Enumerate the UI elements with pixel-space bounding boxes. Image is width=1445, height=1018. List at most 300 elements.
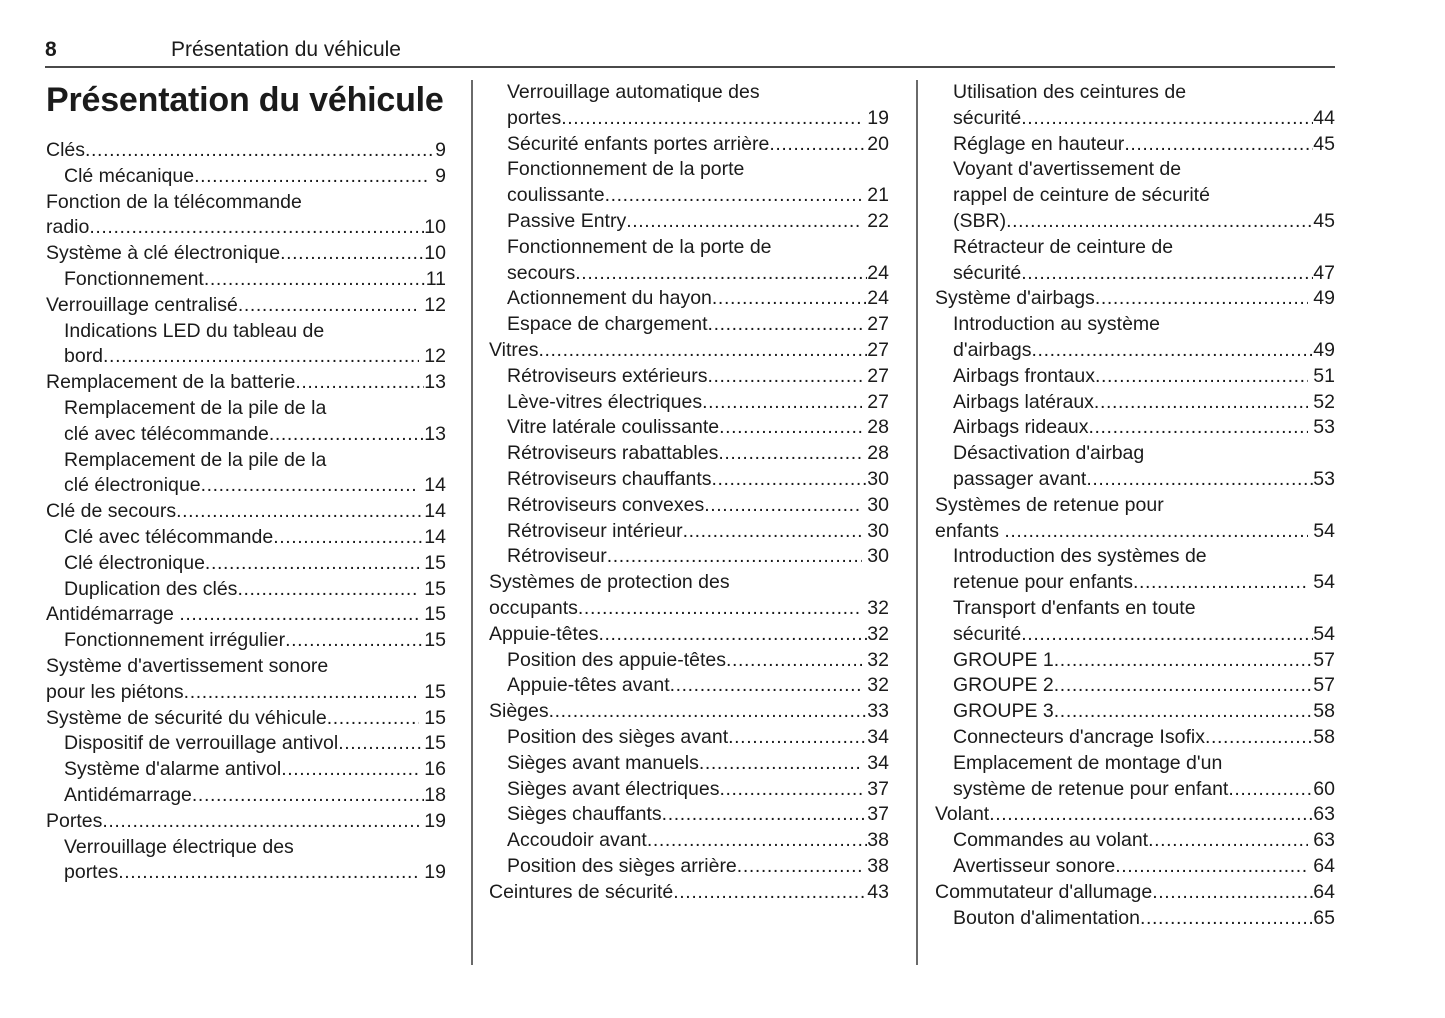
toc-entry-text-line: Systèmes de protection des bbox=[489, 571, 730, 594]
toc-page-number: 49 bbox=[1313, 338, 1335, 361]
toc-page-number: 12 bbox=[418, 345, 446, 368]
toc-entry[interactable] bbox=[935, 493, 1335, 545]
toc-entry-row bbox=[507, 106, 889, 132]
toc-page-number: 27 bbox=[861, 364, 889, 387]
toc-entry-row bbox=[953, 854, 1335, 880]
toc-entry-row bbox=[507, 209, 889, 235]
toc-entry-title: Clé de secours bbox=[46, 500, 177, 523]
toc-entry-title: portes bbox=[64, 861, 119, 884]
toc-leader-dots bbox=[1054, 673, 1314, 699]
toc-entry-row bbox=[507, 183, 889, 209]
toc-entry-row bbox=[507, 777, 889, 803]
toc-entry[interactable] bbox=[935, 854, 1335, 880]
toc-entry-title: Bouton d'alimentation bbox=[953, 906, 1140, 929]
toc-page-number: 30 bbox=[867, 467, 889, 490]
toc-entry-row bbox=[507, 261, 889, 287]
toc-leader-dots bbox=[662, 802, 868, 828]
toc-leader-dots bbox=[712, 286, 867, 312]
toc-column-3 bbox=[935, 80, 1335, 931]
toc-leader-dots bbox=[85, 138, 435, 164]
toc-entry[interactable] bbox=[935, 648, 1335, 674]
toc-entry[interactable] bbox=[935, 157, 1335, 234]
toc-entry[interactable] bbox=[46, 267, 446, 293]
toc-page-number: 9 bbox=[429, 164, 446, 187]
toc-leader-dots bbox=[295, 370, 424, 396]
toc-entry-row bbox=[507, 493, 889, 519]
toc-page-number: 13 bbox=[424, 422, 446, 445]
toc-page-number: 30 bbox=[861, 545, 889, 568]
toc-leader-dots bbox=[285, 628, 424, 654]
toc-entry-row bbox=[64, 525, 446, 551]
toc-entry-row bbox=[46, 138, 446, 164]
toc-entry-row bbox=[64, 577, 446, 603]
toc-entry-row bbox=[507, 286, 889, 312]
toc-entry-title: clé avec télécommande bbox=[64, 422, 269, 445]
toc-entry-text-line: Voyant d'avertissement de bbox=[953, 158, 1182, 181]
toc-leader-dots bbox=[192, 783, 424, 809]
toc-entry-title: Remplacement de la batterie bbox=[46, 371, 296, 394]
toc-entry-title: Système de sécurité du véhicule bbox=[46, 706, 327, 729]
toc-page-number: 38 bbox=[861, 854, 889, 877]
toc-entry-title: Espace de chargement bbox=[507, 313, 708, 336]
toc-leader-dots bbox=[670, 673, 862, 699]
toc-entry-row bbox=[64, 422, 446, 448]
toc-page-number: 32 bbox=[861, 648, 889, 671]
toc-entry[interactable] bbox=[935, 828, 1335, 854]
toc-entry[interactable] bbox=[489, 519, 889, 545]
toc-page-number: 15 bbox=[418, 577, 446, 600]
toc-entry-title: GROUPE 2 bbox=[953, 674, 1054, 697]
toc-entry-row bbox=[953, 648, 1335, 674]
toc-entry[interactable] bbox=[489, 673, 889, 699]
toc-entry[interactable] bbox=[935, 132, 1335, 158]
toc-entry[interactable] bbox=[46, 448, 446, 500]
toc-entry-row bbox=[507, 519, 889, 545]
toc-entry-text-line: Système d'avertissement sonore bbox=[46, 654, 329, 677]
toc-entry-row bbox=[507, 415, 889, 441]
toc-page-number: 34 bbox=[861, 751, 889, 774]
toc-entry-title: Sièges avant électriques bbox=[507, 777, 720, 800]
toc-entry[interactable] bbox=[46, 164, 446, 190]
toc-leader-dots bbox=[194, 164, 430, 190]
toc-page-number: 32 bbox=[861, 596, 889, 619]
toc-leader-dots bbox=[89, 215, 424, 241]
toc-entry[interactable] bbox=[489, 390, 889, 416]
toc-entry[interactable] bbox=[489, 364, 889, 390]
toc-entry[interactable] bbox=[935, 596, 1335, 648]
toc-entry[interactable] bbox=[489, 80, 889, 132]
toc-page-number: 15 bbox=[424, 629, 446, 652]
toc-entry-row bbox=[953, 699, 1335, 725]
toc-entry[interactable] bbox=[46, 370, 446, 396]
toc-entry-text-line: Rétracteur de ceinture de bbox=[953, 235, 1174, 258]
toc-leader-dots bbox=[327, 706, 419, 732]
toc-leader-dots bbox=[1124, 132, 1313, 158]
toc-entry-text-line: Fonctionnement de la porte de bbox=[507, 235, 772, 258]
toc-entry-row bbox=[64, 164, 446, 190]
toc-leader-dots bbox=[626, 209, 862, 235]
toc-entry-title: occupants bbox=[489, 596, 578, 619]
toc-leader-dots bbox=[103, 344, 419, 370]
toc-page-number: 45 bbox=[1313, 209, 1335, 232]
toc-page-number: 15 bbox=[418, 680, 446, 703]
toc-entry[interactable] bbox=[489, 467, 889, 493]
toc-leader-dots bbox=[1115, 854, 1308, 880]
toc-entry-row bbox=[507, 312, 889, 338]
toc-entry-row bbox=[489, 596, 889, 622]
toc-entry-row bbox=[46, 602, 446, 628]
toc-entry[interactable] bbox=[489, 854, 889, 880]
toc-entry[interactable] bbox=[46, 809, 446, 835]
toc-entry[interactable] bbox=[489, 777, 889, 803]
toc-entry[interactable] bbox=[489, 699, 889, 725]
toc-entry[interactable] bbox=[935, 390, 1335, 416]
toc-entry-row bbox=[953, 622, 1335, 648]
toc-entry[interactable] bbox=[489, 880, 889, 906]
toc-leader-dots bbox=[1094, 390, 1308, 416]
toc-page-number: 13 bbox=[424, 371, 446, 394]
toc-entry[interactable] bbox=[46, 319, 446, 371]
toc-entry-title: Commandes au volant bbox=[953, 829, 1149, 852]
toc-entry-title: (SBR) bbox=[953, 209, 1007, 232]
toc-entry-title: Système d'alarme antivol bbox=[64, 758, 282, 781]
toc-entry[interactable] bbox=[46, 190, 446, 242]
toc-entry[interactable] bbox=[935, 80, 1335, 132]
toc-entry-row bbox=[507, 648, 889, 674]
toc-entry-title: Antidémarrage bbox=[46, 603, 180, 626]
toc-entry[interactable] bbox=[489, 570, 889, 622]
toc-column-2 bbox=[489, 80, 889, 906]
toc-entry-row bbox=[507, 364, 889, 390]
toc-page-number: 65 bbox=[1313, 906, 1335, 929]
toc-entry[interactable] bbox=[935, 725, 1335, 751]
toc-leader-dots bbox=[1086, 467, 1313, 493]
toc-leader-dots bbox=[1054, 699, 1314, 725]
toc-page-number: 53 bbox=[1313, 467, 1335, 490]
toc-entry-title: Actionnement du hayon bbox=[507, 287, 712, 310]
toc-entry-title: Rétroviseurs rabattables bbox=[507, 442, 719, 465]
toc-entry-title: Airbags rideaux bbox=[953, 416, 1089, 439]
toc-entry-row bbox=[953, 261, 1335, 287]
toc-list-1 bbox=[46, 138, 446, 886]
toc-page-number: 51 bbox=[1307, 364, 1335, 387]
toc-entry[interactable] bbox=[489, 338, 889, 364]
toc-entry-title: clé électronique bbox=[64, 474, 201, 497]
page-number: 8 bbox=[45, 38, 57, 61]
toc-entry[interactable] bbox=[935, 699, 1335, 725]
toc-leader-dots bbox=[578, 596, 862, 622]
toc-leader-dots bbox=[737, 854, 862, 880]
toc-page-number: 54 bbox=[1307, 519, 1335, 542]
toc-leader-dots bbox=[673, 880, 867, 906]
toc-entry-title: Réglage en hauteur bbox=[953, 132, 1125, 155]
toc-entry[interactable] bbox=[46, 396, 446, 448]
toc-entry[interactable] bbox=[46, 551, 446, 577]
toc-entry-title: GROUPE 3 bbox=[953, 700, 1054, 723]
toc-entry-text-line: Remplacement de la pile de la bbox=[64, 448, 327, 471]
toc-page-number: 37 bbox=[861, 777, 889, 800]
toc-entry[interactable] bbox=[46, 628, 446, 654]
toc-page-number: 52 bbox=[1307, 390, 1335, 413]
toc-page-number: 28 bbox=[861, 442, 889, 465]
toc-entry[interactable] bbox=[46, 654, 446, 706]
toc-entry[interactable] bbox=[46, 525, 446, 551]
toc-entry[interactable] bbox=[46, 706, 446, 732]
toc-entry[interactable] bbox=[935, 802, 1335, 828]
toc-entry-title: Appuie-têtes bbox=[489, 622, 599, 645]
toc-entry[interactable] bbox=[489, 493, 889, 519]
toc-leader-dots bbox=[708, 312, 862, 338]
toc-page-number: 33 bbox=[867, 700, 889, 723]
toc-entry-row bbox=[64, 551, 446, 577]
toc-page-number: 34 bbox=[867, 725, 889, 748]
toc-entry[interactable] bbox=[489, 622, 889, 648]
toc-page-number: 57 bbox=[1313, 674, 1335, 697]
toc-entry-title: Lève-vitres électriques bbox=[507, 390, 703, 413]
toc-entry[interactable] bbox=[489, 132, 889, 158]
toc-page-number: 14 bbox=[418, 474, 446, 497]
toc-leader-dots bbox=[102, 809, 419, 835]
toc-leader-dots bbox=[201, 473, 419, 499]
toc-entry-title: Airbags latéraux bbox=[953, 390, 1094, 413]
toc-page-number: 15 bbox=[418, 551, 446, 574]
toc-leader-dots bbox=[561, 106, 862, 132]
toc-leader-dots bbox=[118, 860, 419, 886]
toc-entry[interactable] bbox=[489, 544, 889, 570]
toc-leader-dots bbox=[204, 267, 426, 293]
toc-leader-dots bbox=[176, 499, 424, 525]
toc-entry[interactable] bbox=[489, 648, 889, 674]
toc-entry-title: secours bbox=[507, 261, 576, 284]
toc-leader-dots bbox=[184, 680, 419, 706]
toc-leader-dots bbox=[1021, 622, 1313, 648]
toc-leader-dots bbox=[1148, 828, 1308, 854]
toc-entry[interactable] bbox=[489, 286, 889, 312]
toc-entry-row bbox=[935, 802, 1335, 828]
toc-entry-text-line: rappel de ceinture de sécurité bbox=[953, 184, 1210, 207]
toc-leader-dots bbox=[1133, 570, 1308, 596]
toc-page-number: 24 bbox=[867, 287, 889, 310]
toc-entry[interactable] bbox=[489, 802, 889, 828]
toc-page-number: 14 bbox=[424, 500, 446, 523]
toc-entry-title: Position des sièges arrière bbox=[507, 854, 737, 877]
toc-entry-row bbox=[953, 777, 1335, 803]
toc-entry[interactable] bbox=[489, 725, 889, 751]
toc-entry-title: Sièges avant manuels bbox=[507, 751, 699, 774]
toc-entry[interactable] bbox=[935, 415, 1335, 441]
toc-entry[interactable] bbox=[46, 577, 446, 603]
toc-page-number: 12 bbox=[418, 293, 446, 316]
toc-entry-row bbox=[46, 370, 446, 396]
toc-entry[interactable] bbox=[489, 441, 889, 467]
toc-entry-row bbox=[507, 441, 889, 467]
toc-page-number: 54 bbox=[1313, 622, 1335, 645]
toc-entry[interactable] bbox=[935, 906, 1335, 932]
toc-entry-row bbox=[507, 390, 889, 416]
toc-leader-dots bbox=[1032, 338, 1314, 364]
toc-entry[interactable] bbox=[46, 602, 446, 628]
toc-entry-text-line: Indications LED du tableau de bbox=[64, 319, 325, 342]
toc-entry-row bbox=[507, 725, 889, 751]
toc-entry[interactable] bbox=[46, 757, 446, 783]
toc-entry-row bbox=[935, 286, 1335, 312]
toc-page-number: 37 bbox=[867, 803, 889, 826]
toc-entry-row bbox=[507, 854, 889, 880]
toc-entry-text-line: Désactivation d'airbag bbox=[953, 442, 1145, 465]
toc-entry-row bbox=[64, 628, 446, 654]
toc-leader-dots bbox=[1021, 261, 1313, 287]
toc-entry-row bbox=[64, 473, 446, 499]
toc-entry-row bbox=[46, 706, 446, 732]
toc-entry-title: Position des appuie-têtes bbox=[507, 648, 726, 671]
toc-leader-dots bbox=[205, 551, 419, 577]
toc-leader-dots bbox=[280, 241, 424, 267]
toc-entry-row bbox=[507, 673, 889, 699]
toc-entry-row bbox=[64, 757, 446, 783]
toc-entry-title: Clé avec télécommande bbox=[64, 525, 274, 548]
toc-leader-dots bbox=[1095, 286, 1308, 312]
toc-page-number: 47 bbox=[1313, 261, 1335, 284]
toc-page-number: 30 bbox=[861, 493, 889, 516]
toc-entry[interactable] bbox=[489, 312, 889, 338]
toc-entry-row bbox=[953, 338, 1335, 364]
toc-entry[interactable] bbox=[46, 138, 446, 164]
toc-page-number: 44 bbox=[1313, 106, 1335, 129]
toc-entry-row bbox=[507, 802, 889, 828]
toc-page-number: 64 bbox=[1307, 854, 1335, 877]
toc-entry-text-line: Transport d'enfants en toute bbox=[953, 596, 1196, 619]
toc-entry-text-line: Fonctionnement de la porte bbox=[507, 158, 745, 181]
toc-entry-title: Avertisseur sonore bbox=[953, 854, 1116, 877]
toc-entry[interactable] bbox=[489, 828, 889, 854]
chapter-title: Présentation du véhicule bbox=[46, 81, 444, 119]
toc-entry-title: sécurité bbox=[953, 261, 1022, 284]
toc-entry-title: Système à clé électronique bbox=[46, 242, 281, 265]
toc-entry[interactable] bbox=[489, 157, 889, 209]
toc-page-number: 9 bbox=[435, 139, 446, 161]
toc-page-number: 28 bbox=[861, 416, 889, 439]
toc-page-number: 43 bbox=[867, 880, 889, 903]
toc-entry[interactable] bbox=[46, 293, 446, 319]
toc-page-number: 32 bbox=[861, 674, 889, 697]
toc-leader-dots bbox=[728, 725, 867, 751]
toc-entry-row bbox=[953, 906, 1335, 932]
toc-entry[interactable] bbox=[46, 241, 446, 267]
toc-entry-row bbox=[507, 751, 889, 777]
toc-entry[interactable] bbox=[935, 751, 1335, 803]
toc-entry-title: Fonctionnement irrégulier bbox=[64, 629, 286, 652]
toc-entry[interactable] bbox=[46, 731, 446, 757]
toc-entry-row bbox=[64, 267, 446, 293]
toc-entry-text-line: Systèmes de retenue pour bbox=[935, 493, 1164, 516]
toc-entry[interactable] bbox=[935, 441, 1335, 493]
toc-entry-title: Duplication des clés bbox=[64, 577, 238, 600]
toc-entry-title: Portes bbox=[46, 809, 103, 832]
toc-leader-dots bbox=[702, 390, 862, 416]
toc-page-number: 19 bbox=[861, 106, 889, 129]
toc-entry-title: Fonctionnement bbox=[64, 267, 204, 290]
toc-leader-dots bbox=[1006, 209, 1313, 235]
toc-entry-row bbox=[46, 215, 446, 241]
toc-entry-title: Clé mécanique bbox=[64, 164, 195, 187]
toc-entry[interactable] bbox=[46, 835, 446, 887]
toc-page-number: 27 bbox=[861, 313, 889, 336]
toc-leader-dots bbox=[599, 622, 868, 648]
toc-page-number: 58 bbox=[1313, 725, 1335, 748]
toc-entry[interactable] bbox=[489, 209, 889, 235]
toc-leader-dots bbox=[1021, 106, 1313, 132]
toc-page-number: 16 bbox=[418, 758, 446, 781]
toc-entry-title: coulissante bbox=[507, 184, 605, 207]
toc-entry[interactable] bbox=[935, 673, 1335, 699]
toc-entry[interactable] bbox=[489, 415, 889, 441]
toc-leader-dots bbox=[238, 293, 419, 319]
toc-entry[interactable] bbox=[935, 286, 1335, 312]
toc-entry[interactable] bbox=[489, 235, 889, 287]
toc-leader-dots bbox=[1095, 364, 1308, 390]
toc-entry-title: pour les piétons bbox=[46, 680, 184, 703]
toc-page-number: 20 bbox=[867, 132, 889, 155]
toc-entry[interactable] bbox=[935, 880, 1335, 906]
toc-entry-row bbox=[46, 241, 446, 267]
toc-leader-dots bbox=[647, 828, 867, 854]
toc-page-number: 54 bbox=[1307, 571, 1335, 594]
toc-entry[interactable] bbox=[935, 312, 1335, 364]
toc-page-number: 18 bbox=[424, 783, 446, 806]
toc-page-number: 24 bbox=[867, 261, 889, 284]
toc-leader-dots bbox=[1004, 519, 1308, 545]
toc-page-number: 58 bbox=[1313, 700, 1335, 723]
toc-entry-row bbox=[953, 132, 1335, 158]
toc-leader-dots bbox=[1054, 648, 1314, 674]
toc-page-number: 10 bbox=[424, 242, 446, 265]
toc-entry-row bbox=[489, 699, 889, 725]
toc-leader-dots bbox=[607, 544, 862, 570]
toc-entry-title: Accoudoir avant bbox=[507, 829, 647, 852]
toc-entry-row bbox=[953, 106, 1335, 132]
toc-entry-title: Rétroviseur bbox=[507, 545, 607, 568]
toc-entry-row bbox=[64, 344, 446, 370]
toc-page-number: 11 bbox=[425, 267, 446, 290]
toc-page-number: 19 bbox=[418, 861, 446, 884]
toc-entry-title: Commutateur d'allumage bbox=[935, 880, 1153, 903]
toc-entry[interactable] bbox=[935, 235, 1335, 287]
toc-page-number: 15 bbox=[418, 603, 446, 626]
toc-entry-title: Rétroviseurs extérieurs bbox=[507, 364, 708, 387]
toc-entry-title: Rétroviseurs chauffants bbox=[507, 467, 712, 490]
toc-entry[interactable] bbox=[46, 783, 446, 809]
toc-entry-text-line: Remplacement de la pile de la bbox=[64, 396, 327, 419]
toc-entry[interactable] bbox=[935, 544, 1335, 596]
toc-entry-text-line: Introduction des systèmes de bbox=[953, 545, 1207, 568]
toc-entry-text-line: Utilisation des ceintures de bbox=[953, 81, 1187, 103]
toc-entry[interactable] bbox=[46, 499, 446, 525]
toc-page-number: 32 bbox=[867, 622, 889, 645]
toc-leader-dots bbox=[683, 519, 862, 545]
toc-entry-row bbox=[507, 132, 889, 158]
toc-entry-row bbox=[953, 209, 1335, 235]
toc-entry[interactable] bbox=[935, 364, 1335, 390]
toc-leader-dots bbox=[769, 132, 867, 158]
toc-entry-title: Rétroviseur intérieur bbox=[507, 519, 683, 542]
toc-leader-dots bbox=[1140, 906, 1313, 932]
toc-entry-row bbox=[64, 860, 446, 886]
toc-page-number: 22 bbox=[861, 209, 889, 232]
toc-entry[interactable] bbox=[489, 751, 889, 777]
toc-leader-dots bbox=[719, 415, 862, 441]
toc-entry-row bbox=[507, 828, 889, 854]
toc-leader-dots bbox=[605, 183, 862, 209]
